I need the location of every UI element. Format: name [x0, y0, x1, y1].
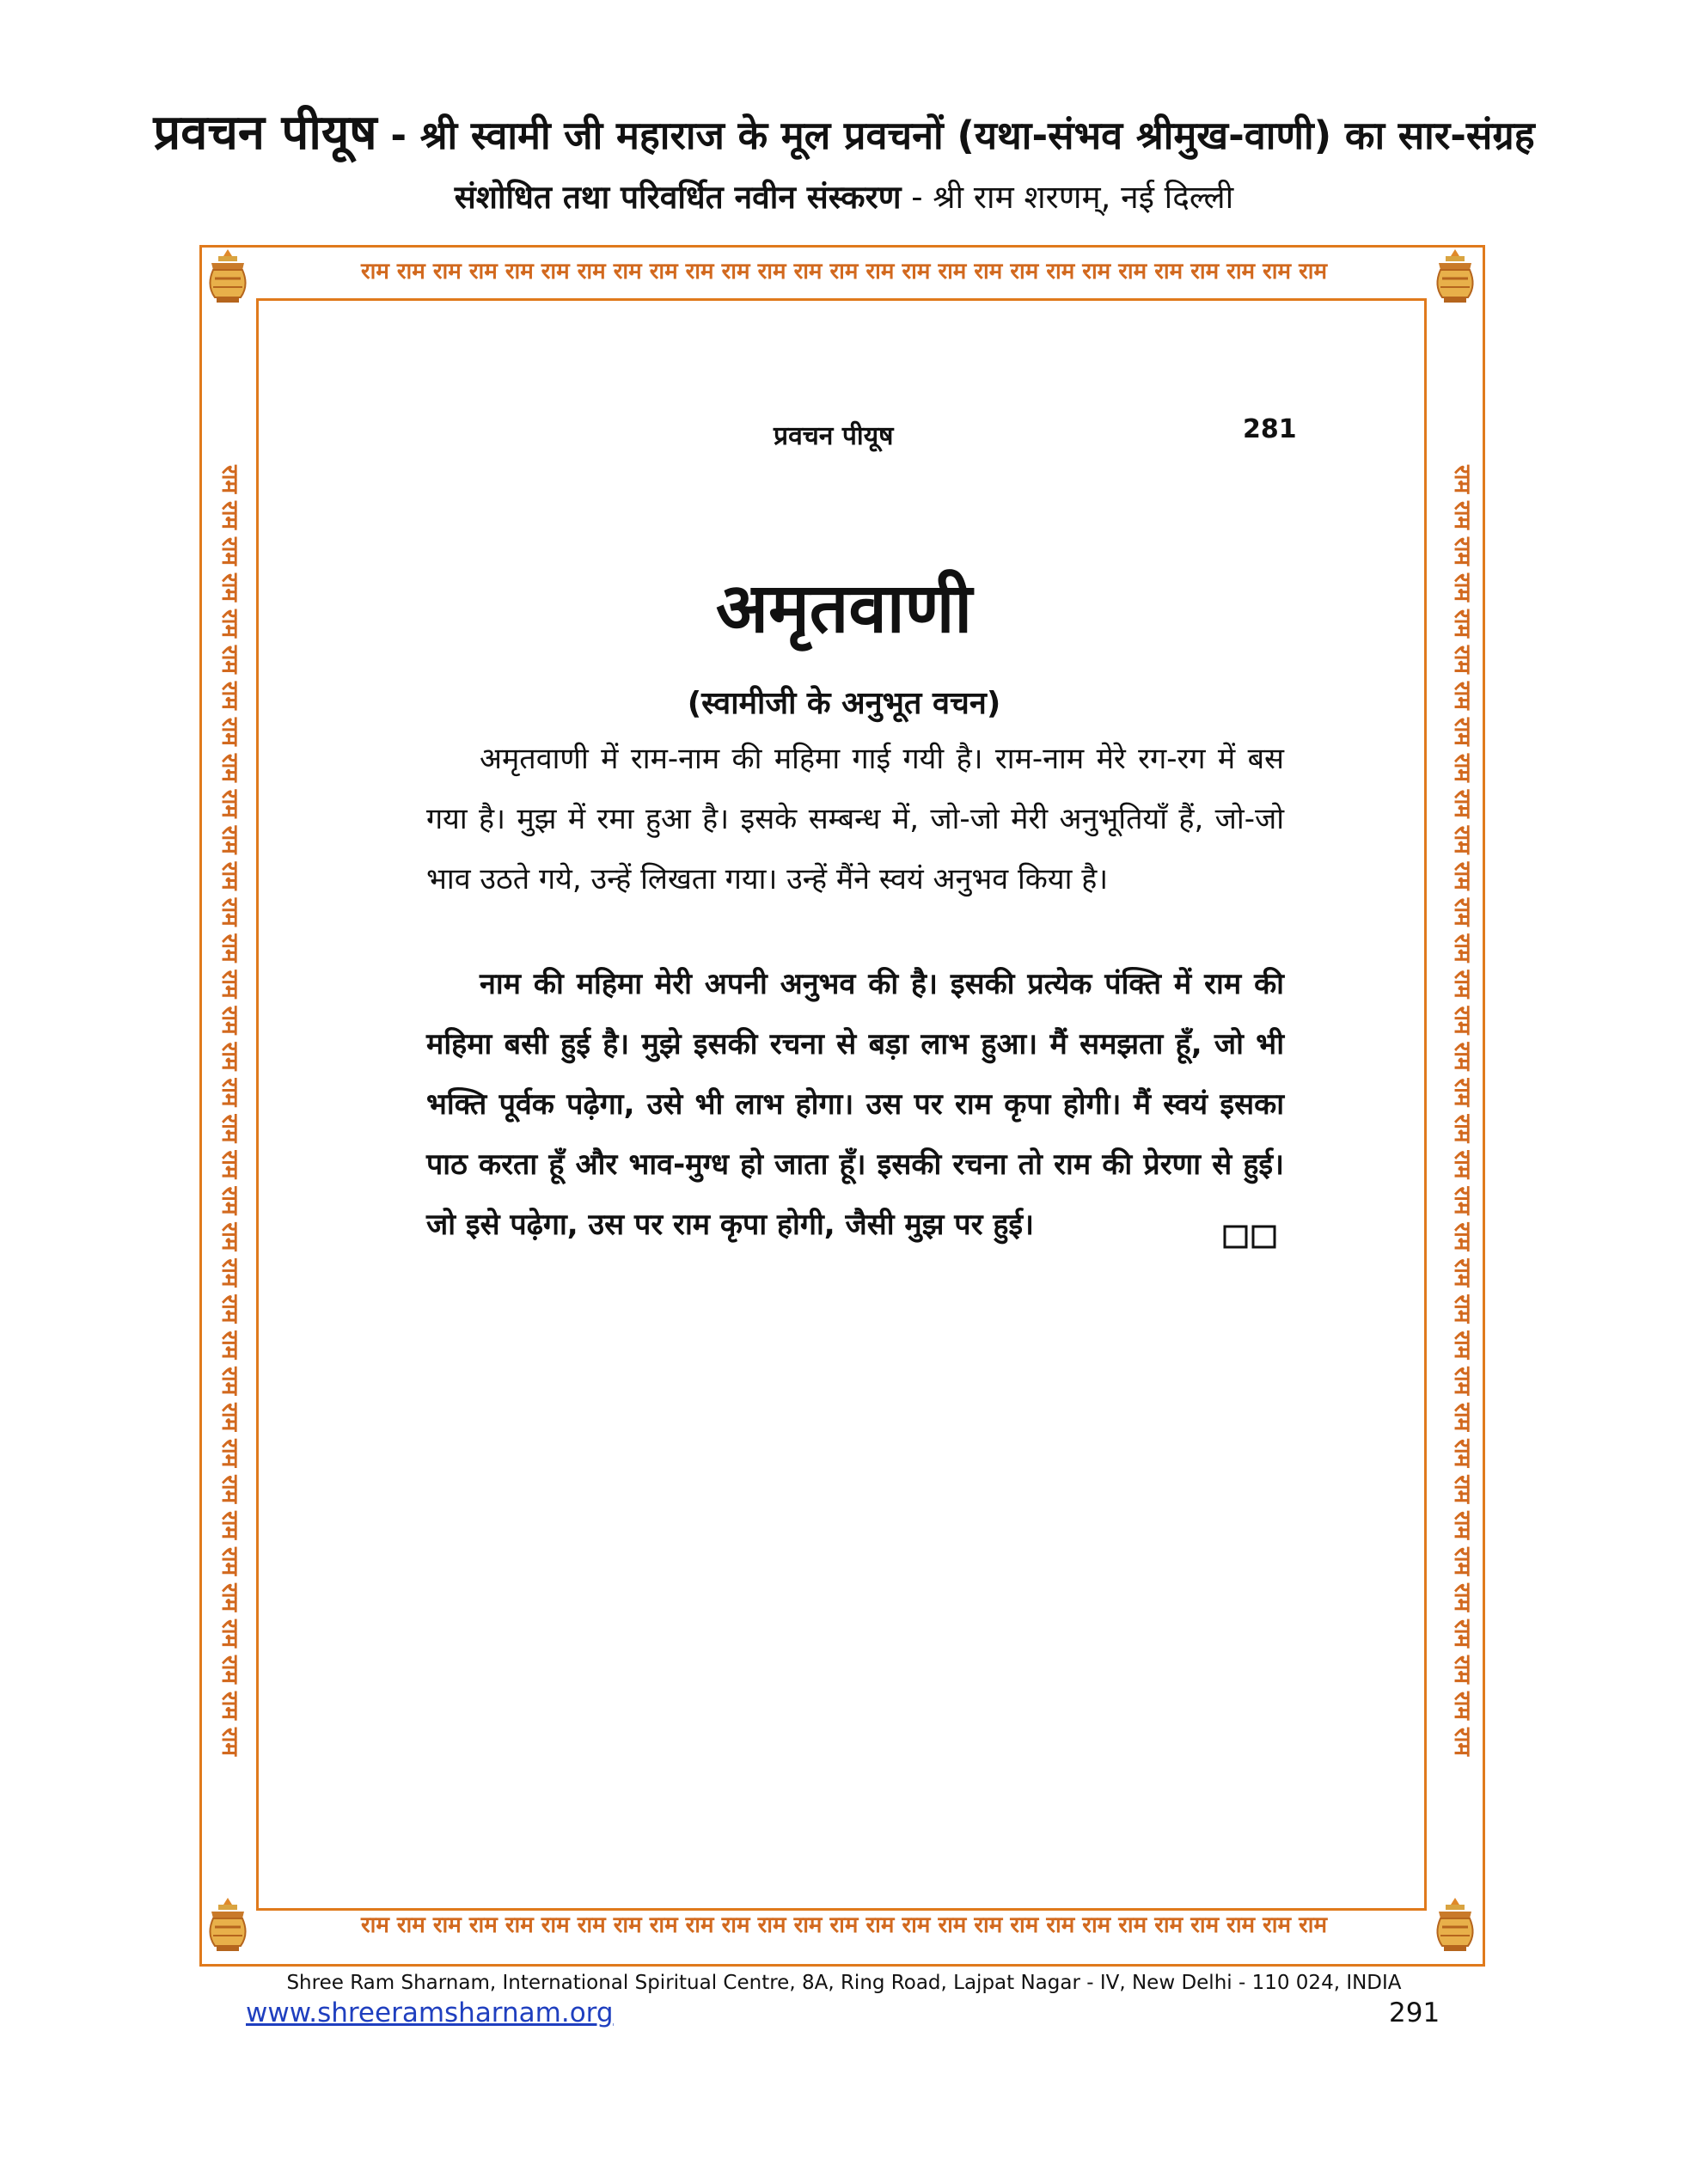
- page-subtitle: (स्वामीजी के अनुभूत वचन): [687, 686, 1001, 721]
- kalash-icon: [203, 248, 253, 304]
- publisher-name: श्री राम शरणम्, नई दिल्ली: [933, 179, 1234, 216]
- kalash-icon: [1430, 1896, 1480, 1953]
- book-subtitle: श्री स्वामी जी महाराज के मूल प्रवचनों (यथा-संभव श्रीमुख-वाणी) का सार-संग्रह: [419, 113, 1535, 158]
- paragraph-1: अमृतवाणी में राम-नाम की महिमा गाई गयी है। राम-नाम मेरे रग-रग में बस गया है। मुझ में रमा हुआ है। इसके सम्बन्ध में, जो-जो मेरी अनुभूतियाँ हैं, जो-जो भाव उठते गये, उन्हें लिखता गया। उन्हें मैंने स्वयं अनुभव किया है।: [426, 742, 1284, 896]
- title-separator: -: [376, 113, 420, 158]
- paragraph-2: नाम की महिमा मेरी अपनी अनुभव की है। इसकी प्रत्येक पंक्ति में राम की महिमा बसी हुई है। मुझे इसकी रचना से बड़ा लाभ हुआ। मैं समझता हूँ, जो भी भक्ति पूर्वक पढ़ेगा, उसे भी लाभ होगा। उस पर राम कृपा होगी। मैं स्वयं इसका पाठ करता हूँ और भाव-मुग्ध हो जाता हूँ। इसकी रचना तो राम की प्रेरणा से हुई। जो इसे पढ़ेगा, उस पर राम कृपा होगी, जैसी मुझ पर हुई।: [426, 967, 1284, 1242]
- edition-label: संशोधित तथा परिवर्धित नवीन संस्करण: [454, 179, 902, 216]
- border-text-left-label: राम राम राम राम राम राम राम राम राम राम राम राम राम राम राम राम राम राम राम राम राम राम राम राम राम राम राम राम राम राम राम राम राम राम राम राम: [217, 465, 242, 1756]
- running-head: प्रवचन पीयूष: [774, 421, 894, 451]
- pdf-page-number: 291: [1389, 1997, 1440, 2028]
- border-text-right-label: राम राम राम राम राम राम राम राम राम राम राम राम राम राम राम राम राम राम राम राम राम राम राम राम राम राम राम राम राम राम राम राम राम राम राम राम: [1449, 465, 1475, 1756]
- kalash-icon: [1430, 248, 1480, 304]
- book-title: प्रवचन पीयूष: [153, 105, 377, 161]
- header-title-line: [0, 107, 1688, 162]
- border-text-bottom: राम राम राम राम राम राम राम राम राम राम राम राम राम राम राम राम राम राम राम राम राम राम राम राम राम राम राम: [360, 1912, 1328, 1938]
- footer-address: Shree Ram Sharnam, International Spiritual Centre, 8A, Ring Road, Lajpat Nagar - IV, New Delhi - 110 024, INDIA: [286, 1972, 1402, 1994]
- page-number: 281: [1243, 414, 1297, 444]
- header-edition-line: [0, 174, 1688, 222]
- website-link[interactable]: www.shreeramsharnam.org: [246, 1997, 614, 2028]
- document-header: [0, 107, 1688, 222]
- border-text-right: [1445, 320, 1479, 1901]
- page-title: अमृतवाणी: [715, 568, 973, 648]
- border-text-left: [212, 320, 247, 1901]
- edition-separator: -: [901, 179, 933, 216]
- border-text-top: राम राम राम राम राम राम राम राम राम राम राम राम राम राम राम राम राम राम राम राम राम राम राम राम राम राम राम: [360, 259, 1328, 284]
- end-mark-icon: [1223, 1225, 1278, 1249]
- kalash-icon: [203, 1896, 253, 1953]
